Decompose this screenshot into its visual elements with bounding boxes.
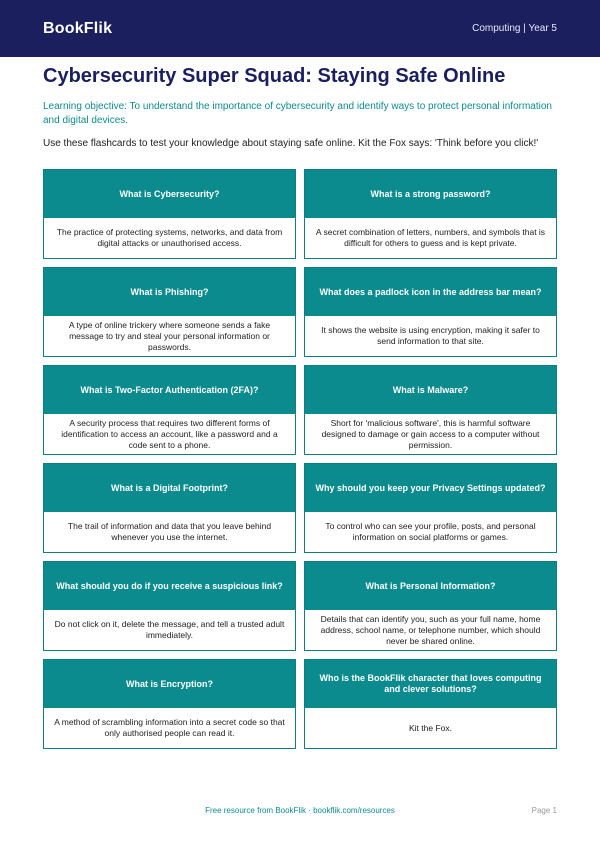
flashcard-answer: The practice of protecting systems, networks, and data from digital attacks or unauthorised access. [56, 227, 283, 248]
flashcard[interactable] [43, 659, 296, 749]
flashcard-answer: The trail of information and data that you leave behind whenever you use the internet. [67, 521, 272, 542]
flashcard[interactable] [304, 169, 557, 259]
subject-year: Computing | Year 5 [472, 23, 557, 34]
flashcard-question: What is Cybersecurity? [44, 170, 295, 218]
page-header [0, 0, 600, 57]
flashcard-answer: A type of online trickery where someone sends a fake message to try and steal your personal information or passwords. [68, 319, 271, 352]
flashcard-question: What is Personal Information? [305, 562, 556, 610]
flashcard[interactable] [304, 365, 557, 455]
flashcard-question: Why should you keep your Privacy Settings updated? [305, 464, 556, 512]
flashcard-answer: Short for 'malicious software', this is harmful software designed to damage or gain access to a computer without permission. [321, 417, 540, 450]
flashcard-answer: A secret combination of letters, numbers, and symbols that is difficult for others to guess and is kept private. [315, 227, 546, 248]
flashcard-answer: A security process that requires two different forms of identification to access an account, like a password and a code sent to a phone. [61, 417, 278, 450]
learning-objective: Learning objective: To understand the importance of cybersecurity and identify ways to protect personal information and digital devices. [43, 101, 552, 126]
footer-credit[interactable]: Free resource from BookFlik · bookflik.com/resources [205, 806, 395, 815]
flashcard[interactable] [304, 659, 557, 749]
flashcard-answer: A method of scrambling information into a secret code so that only authorised people can read it. [54, 717, 285, 738]
flashcard[interactable] [43, 267, 296, 357]
flashcard[interactable] [304, 561, 557, 651]
flashcard-answer: Kit the Fox. [409, 722, 452, 733]
intro-text: Use these flashcards to test your knowledge about staying safe online. Kit the Fox says: 'Think before you click!' [43, 138, 539, 149]
flashcard[interactable] [304, 463, 557, 553]
flashcard-question: What is Malware? [305, 366, 556, 414]
page-number: Page 1 [531, 806, 557, 815]
flashcard-question: What is a strong password? [305, 170, 556, 218]
flashcard[interactable] [43, 365, 296, 455]
flashcard-answer: To control who can see your profile, posts, and personal information on social platforms or games. [325, 521, 536, 542]
page-title: Cybersecurity Super Squad: Staying Safe Online [43, 65, 506, 87]
flashcard[interactable] [43, 169, 296, 259]
flashcard-answer: Details that can identify you, such as your full name, home address, school name, or telephone number, which should never be shared online. [320, 613, 541, 646]
flashcard[interactable] [43, 561, 296, 651]
flashcard-question: What is Encryption? [44, 660, 295, 708]
flashcard-question: Who is the BookFlik character that loves computing and clever solutions? [305, 660, 556, 708]
flashcard[interactable] [304, 267, 557, 357]
flashcard-question: What is Phishing? [44, 268, 295, 316]
flashcard-question: What does a padlock icon in the address bar mean? [305, 268, 556, 316]
flashcard-question: What should you do if you receive a suspicious link? [44, 562, 295, 610]
flashcard-question: What is Two-Factor Authentication (2FA)? [44, 366, 295, 414]
brand-logo-text[interactable]: BookFlik [43, 19, 113, 37]
flashcard-grid [43, 169, 557, 749]
flashcard-answer: It shows the website is using encryption, making it safer to send information to that site. [321, 325, 540, 346]
flashcard-question: What is a Digital Footprint? [44, 464, 295, 512]
flashcard[interactable] [43, 463, 296, 553]
flashcard-answer: Do not click on it, delete the message, and tell a trusted adult immediately. [54, 619, 285, 640]
